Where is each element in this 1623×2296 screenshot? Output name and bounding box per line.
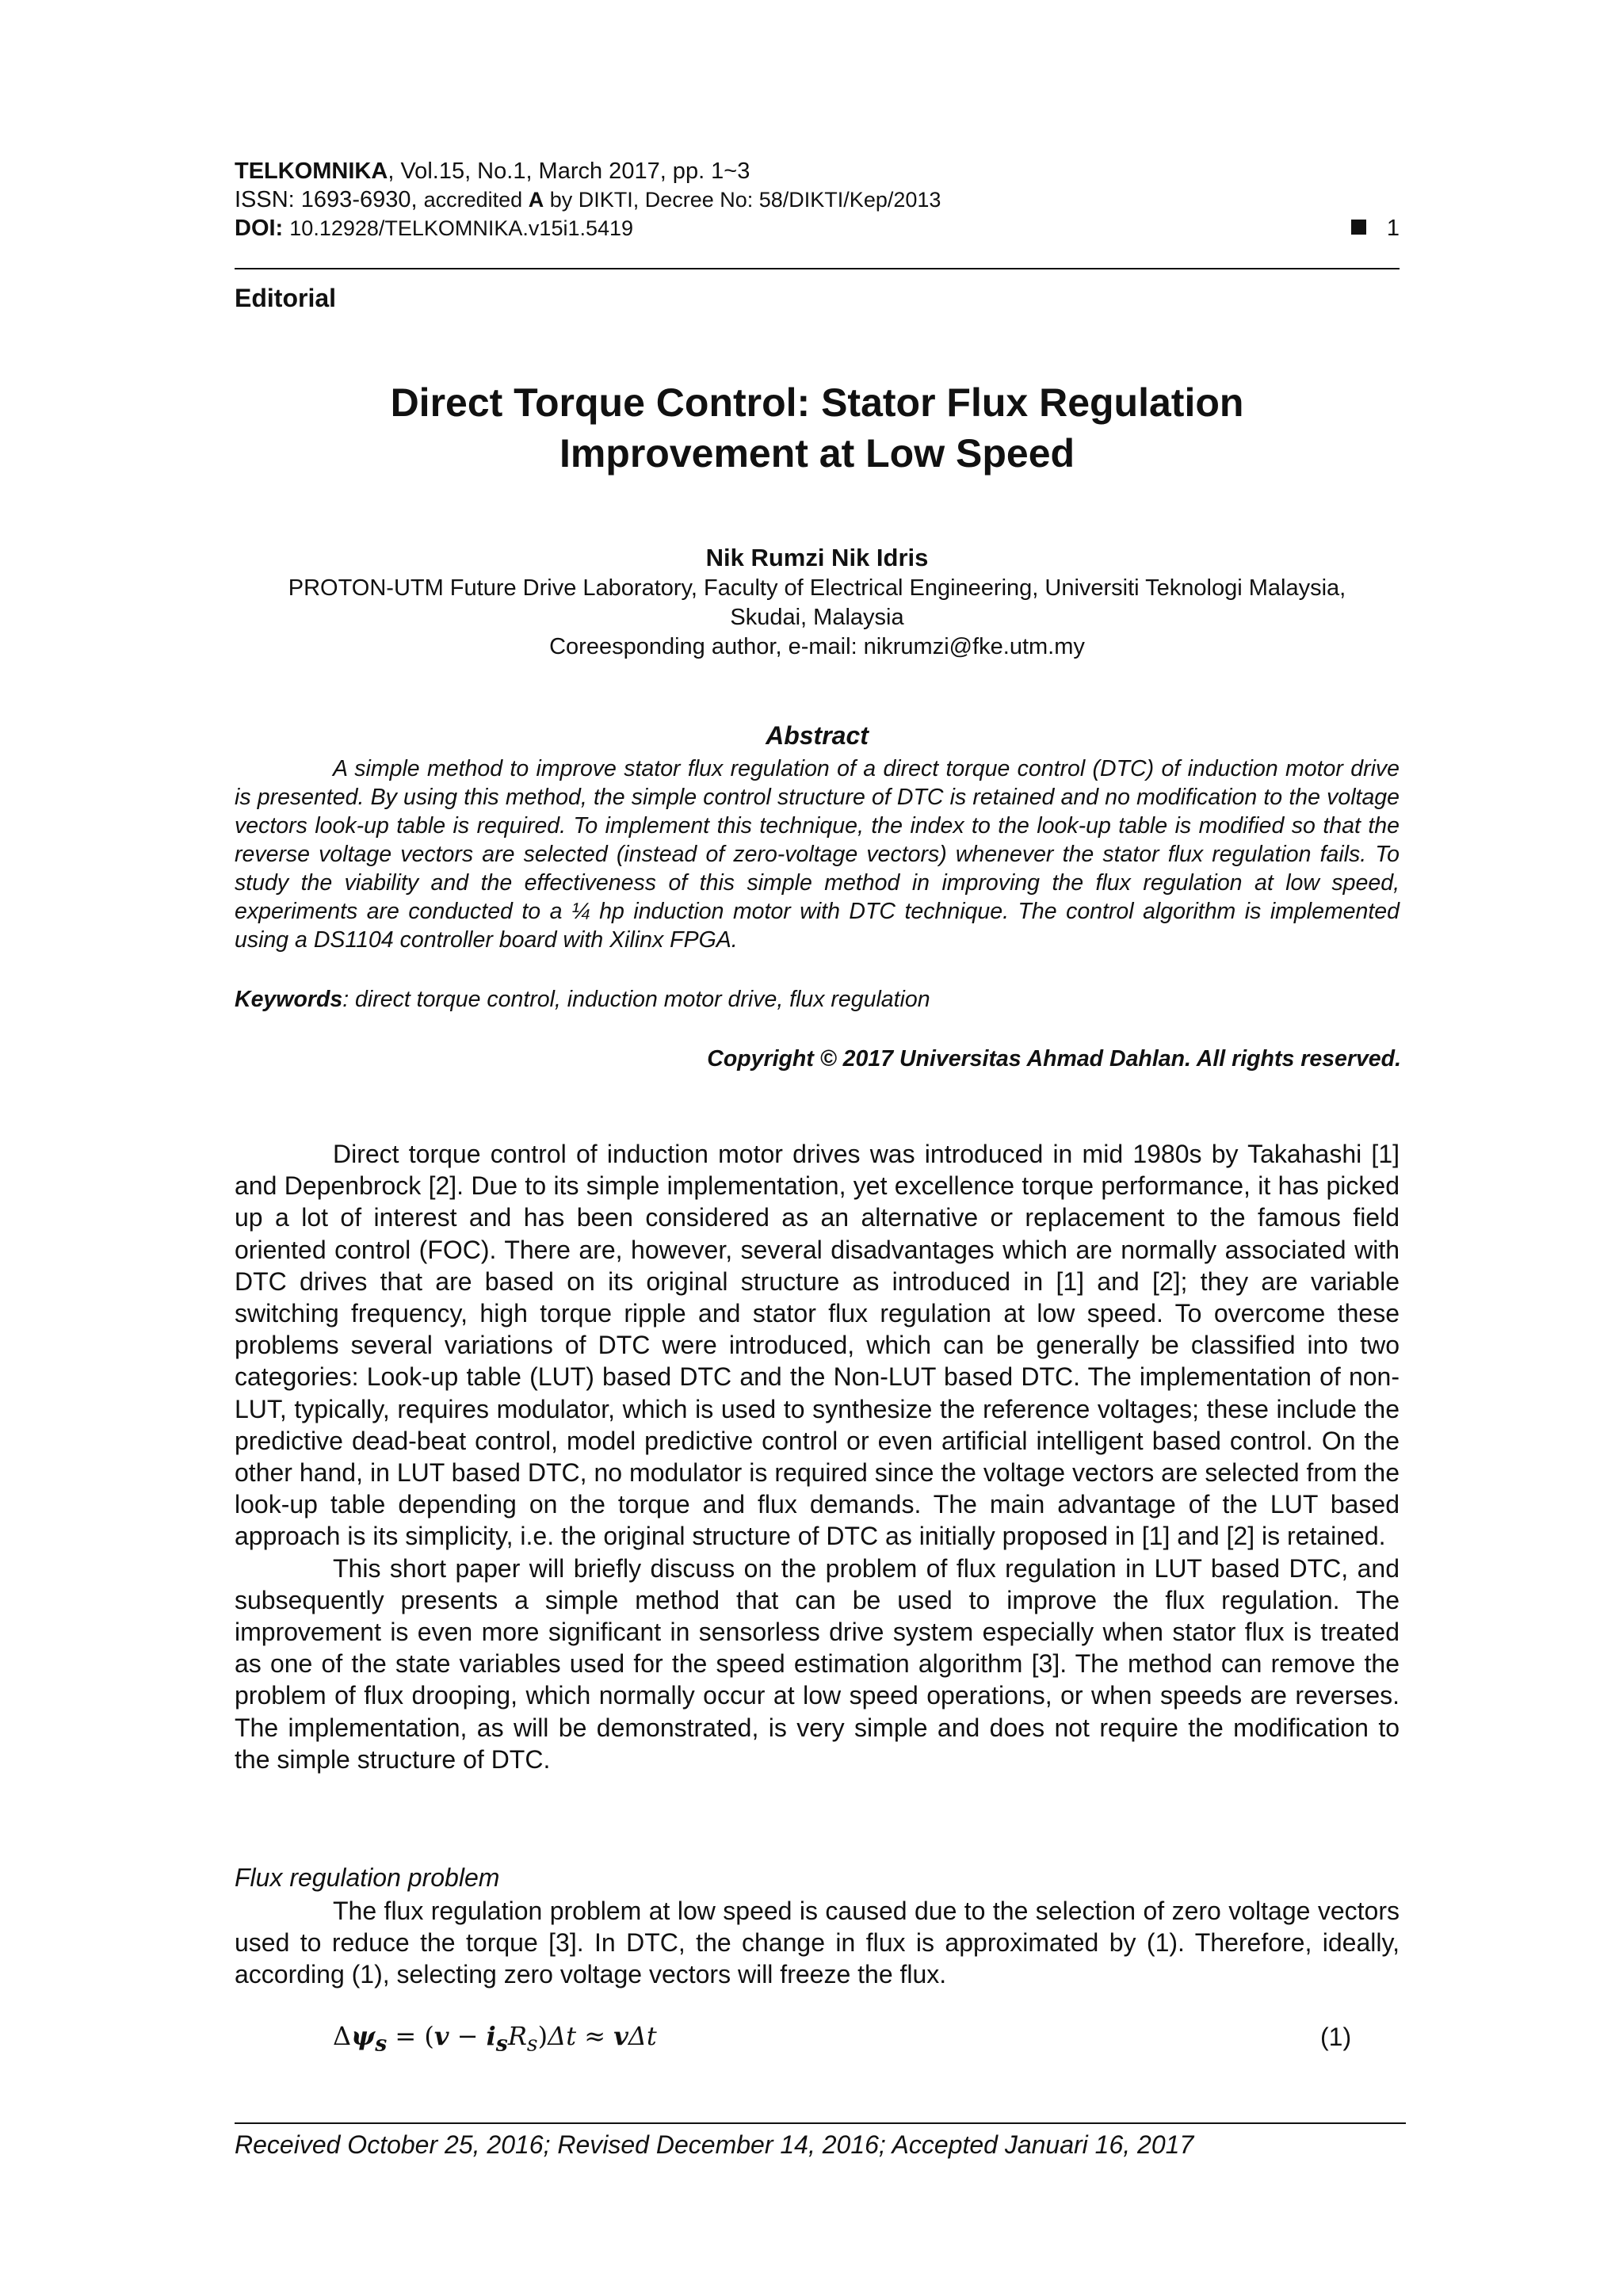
abstract-text: A simple method to improve stator flux regulation of a direct torque control (DTC) of induction motor drive is presented. By using this method, the simple control structure of DTC is retained and no modification to the voltage vectors look-up table is required. To implement this technique, the index to the look-up table is modified so that the reverse voltage vectors are selected (instead of zero-voltage vectors) whenever the stator flux regulation fails. To study the viability and the effectiveness of this simple method in improving the flux regulation at low speed, experiments are conducted to a ¼ hp induction motor with DTC technique. The control algorithm is implemented using a DS1104 controller board with Xilinx FPGA. bbox=[235, 756, 1400, 953]
header-divider bbox=[235, 268, 1400, 269]
body-section-intro bbox=[235, 1138, 1400, 1775]
accreditation-rest: by DIKTI, Decree No: 58/DIKTI/Kep/2013 bbox=[544, 188, 941, 212]
journal-issue: , Vol.15, No.1, March 2017, pp. 1~3 bbox=[388, 159, 750, 184]
equation-number: (1) bbox=[1320, 2023, 1352, 2051]
equation-1: $\Delta\psi_s = (v - i_sR_s)\Delta t \approx v\Delta t$ bbox=[333, 2021, 657, 2057]
author-block bbox=[235, 542, 1400, 662]
journal-issn bbox=[235, 185, 1400, 214]
journal-header bbox=[235, 157, 1400, 243]
author-name: Nik Rumzi Nik Idris bbox=[705, 544, 929, 571]
accredited-text: accredited bbox=[423, 188, 529, 212]
journal-name: TELKOMNIKA bbox=[235, 159, 388, 184]
journal-doi bbox=[235, 214, 1400, 243]
page-number bbox=[1351, 214, 1400, 243]
title-line-2: Improvement at Low Speed bbox=[559, 431, 1075, 476]
body-section-flux bbox=[235, 1895, 1400, 1991]
title-line-1: Direct Torque Control: Stator Flux Regulation bbox=[390, 380, 1244, 425]
received-dates: Received October 25, 2016; Revised December 14, 2016; Accepted Januari 16, 2017 bbox=[235, 2130, 1194, 2159]
author-affiliation-line-1: PROTON-UTM Future Drive Laboratory, Faculty of Electrical Engineering, Universiti Teknologi Malaysia, bbox=[288, 575, 1346, 601]
keywords bbox=[235, 987, 1400, 1013]
footer-divider bbox=[235, 2122, 1406, 2124]
body-paragraph-3: The flux regulation problem at low speed is caused due to the selection of zero voltage vectors used to reduce the torque [3]. In DTC, the change in flux is approximated by (1). Therefore, ideally, according (1), selecting zero voltage vectors will freeze the flux. bbox=[235, 1897, 1400, 1989]
square-bullet-icon bbox=[1351, 220, 1366, 235]
issn-text: ISSN: 1693-6930, bbox=[235, 187, 424, 212]
copyright-notice: Copyright © 2017 Universitas Ahmad Dahlan. All rights reserved. bbox=[707, 1046, 1401, 1072]
subheading-flux-regulation: Flux regulation problem bbox=[235, 1863, 500, 1892]
page-number-value: 1 bbox=[1386, 216, 1400, 241]
journal-citation bbox=[235, 157, 1400, 185]
paper-title bbox=[235, 377, 1400, 479]
section-label: Editorial bbox=[235, 284, 337, 312]
doi-value: 10.12928/TELKOMNIKA.v15i1.5419 bbox=[289, 216, 634, 240]
keywords-text: : direct torque control, induction motor drive, flux regulation bbox=[342, 987, 930, 1012]
doi-label: DOI: bbox=[235, 216, 290, 241]
author-affiliation-line-2: Skudai, Malaysia bbox=[730, 605, 904, 630]
body-paragraph-2: This short paper will briefly discuss on the problem of flux regulation in LUT based DTC, and subsequently presents a simple method that can be used to improve the flux regulation. The improvement is even more significant in sensorless drive system especially when stator flux is treated as one of the state variables used for the speed estimation algorithm [3]. The method can remove the problem of flux drooping, which normally occur at low speed operations, or when speeds are reverses. The implementation, as will be demonstrated, is very simple and does not require the modification to the simple structure of DTC. bbox=[235, 1553, 1400, 1774]
abstract-heading: Abstract bbox=[766, 721, 869, 750]
accreditation-letter: A bbox=[528, 188, 544, 212]
keywords-label: Keywords bbox=[235, 987, 343, 1012]
author-contact: Coreesponding author, e-mail: nikrumzi@fke.utm.my bbox=[549, 634, 1085, 659]
body-paragraph-1: Direct torque control of induction motor drives was introduced in mid 1980s by Takahashi [1] and Depenbrock [2]. Due to its simple implementation, yet excellence torque performance, it has picked up a lot of interest and has been considered as an alternative or replacement to the famous field oriented control (FOC). There are, however, several disadvantages which are normally associated with DTC drives that are based on its original structure as introduced in [1] and [2]; they are variable switching frequency, high torque ripple and stator flux regulation at low speed. To overcome these problems several variations of DTC were introduced, which can be generally be classified into two categories: Look-up table (LUT) based DTC and the Non-LUT based DTC. The implementation of non-LUT, typically, requires modulator, which is used to synthesize the reference voltages; these include the predictive dead-beat control, model predictive control or even artificial intelligent based control. On the other hand, in LUT based DTC, no modulator is required since the voltage vectors are selected from the look-up table depending on the torque and flux demands. The main advantage of the LUT based approach is its simplicity, i.e. the original structure of DTC as initially proposed in [1] and [2] is retained. bbox=[235, 1140, 1400, 1551]
